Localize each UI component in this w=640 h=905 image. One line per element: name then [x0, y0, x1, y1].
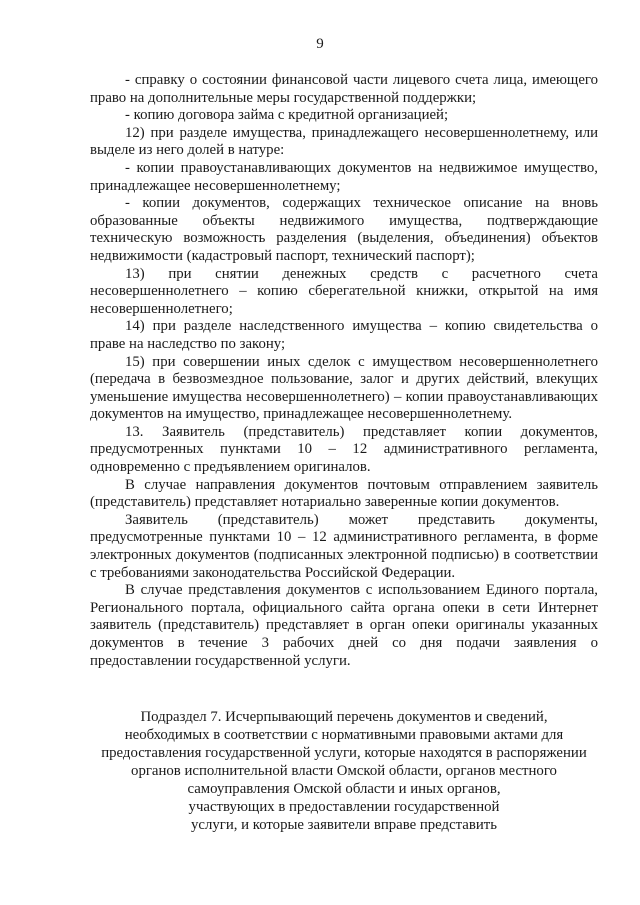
subsection-heading: [70, 708, 618, 834]
paragraph: В случае направления документов почтовым отправлением заявитель (представитель) представляет нотариально заверенные копии документов.: [90, 476, 598, 511]
heading-line: необходимых в соответствии с нормативными правовыми актами для: [124, 727, 564, 743]
paragraph: 13) при снятии денежных средств с расчетного счета несовершеннолетнего – копию сберегательной книжки, открытой на имя несовершеннолетнего;: [90, 265, 598, 317]
heading-line: услуги, и которые заявители вправе представить: [191, 817, 497, 833]
paragraph: - копию договора займа с кредитной организацией;: [125, 107, 449, 124]
paragraph: - копии документов, содержащих техническое описание на вновь образованные объекты недвижимого имущества, подтверждающие техническую возможность разделения (выделения, объединения) объектов недвижимости (кадастровый паспорт, технический паспорт);: [90, 195, 598, 264]
heading-line: участвующих в предоставлении государственной: [188, 799, 500, 815]
page-number: 9: [316, 36, 324, 52]
paragraph: 13. Заявитель (представитель) представляет копии документов, предусмотренных пунктами 10 – 12 административного регламента, одновременно с предъявлением оригиналов.: [90, 423, 598, 476]
heading-line: органов исполнительной власти Омской области, органов местного: [131, 763, 557, 779]
paragraph: 12) при разделе имущества, принадлежащего несовершеннолетнему, или выделе из него долей в натуре:: [90, 124, 598, 159]
paragraph: В случае представления документов с использованием Единого портала, Регионального портала, официального сайта органа опеки в сети Интернет заявитель (представитель) представляет в орган опеки оригиналы указанных документов в течение 3 рабочих дней со дня подачи заявления о предоставлении государственной услуги.: [90, 582, 598, 669]
document-body: [90, 72, 598, 670]
paragraph: 15) при совершении иных сделок с имуществом несовершеннолетнего (передача в безвозмездное пользование, залог и других действий, влекущих уменьшение имущества несовершеннолетнего) – копии правоустанавливающих документов на имущество, принадлежащее несовершеннолетнему.: [90, 353, 598, 423]
heading-line: самоуправления Омской области и иных органов,: [187, 781, 501, 797]
paragraph: - копии правоустанавливающих документов на недвижимое имущество, принадлежащее несовершеннолетнему;: [90, 159, 598, 194]
heading-line: Подраздел 7. Исчерпывающий перечень документов и сведений,: [140, 709, 548, 725]
paragraph: 14) при разделе наследственного имущества – копию свидетельства о праве на наследство по закону;: [90, 318, 598, 352]
paragraph: Заявитель (представитель) может представить документы, предусмотренные пунктами 10 – 12 административного регламента, в форме электронных документов (подписанных электронной подписью) в соответствии с требованиями законодательства Российской Федерации.: [90, 511, 598, 581]
paragraph: - справку о состоянии финансовой части лицевого счета лица, имеющего право на дополнительные меры государственной поддержки;: [90, 72, 598, 106]
heading-line: предоставления государственной услуги, которые находятся в распоряжении: [101, 745, 587, 761]
